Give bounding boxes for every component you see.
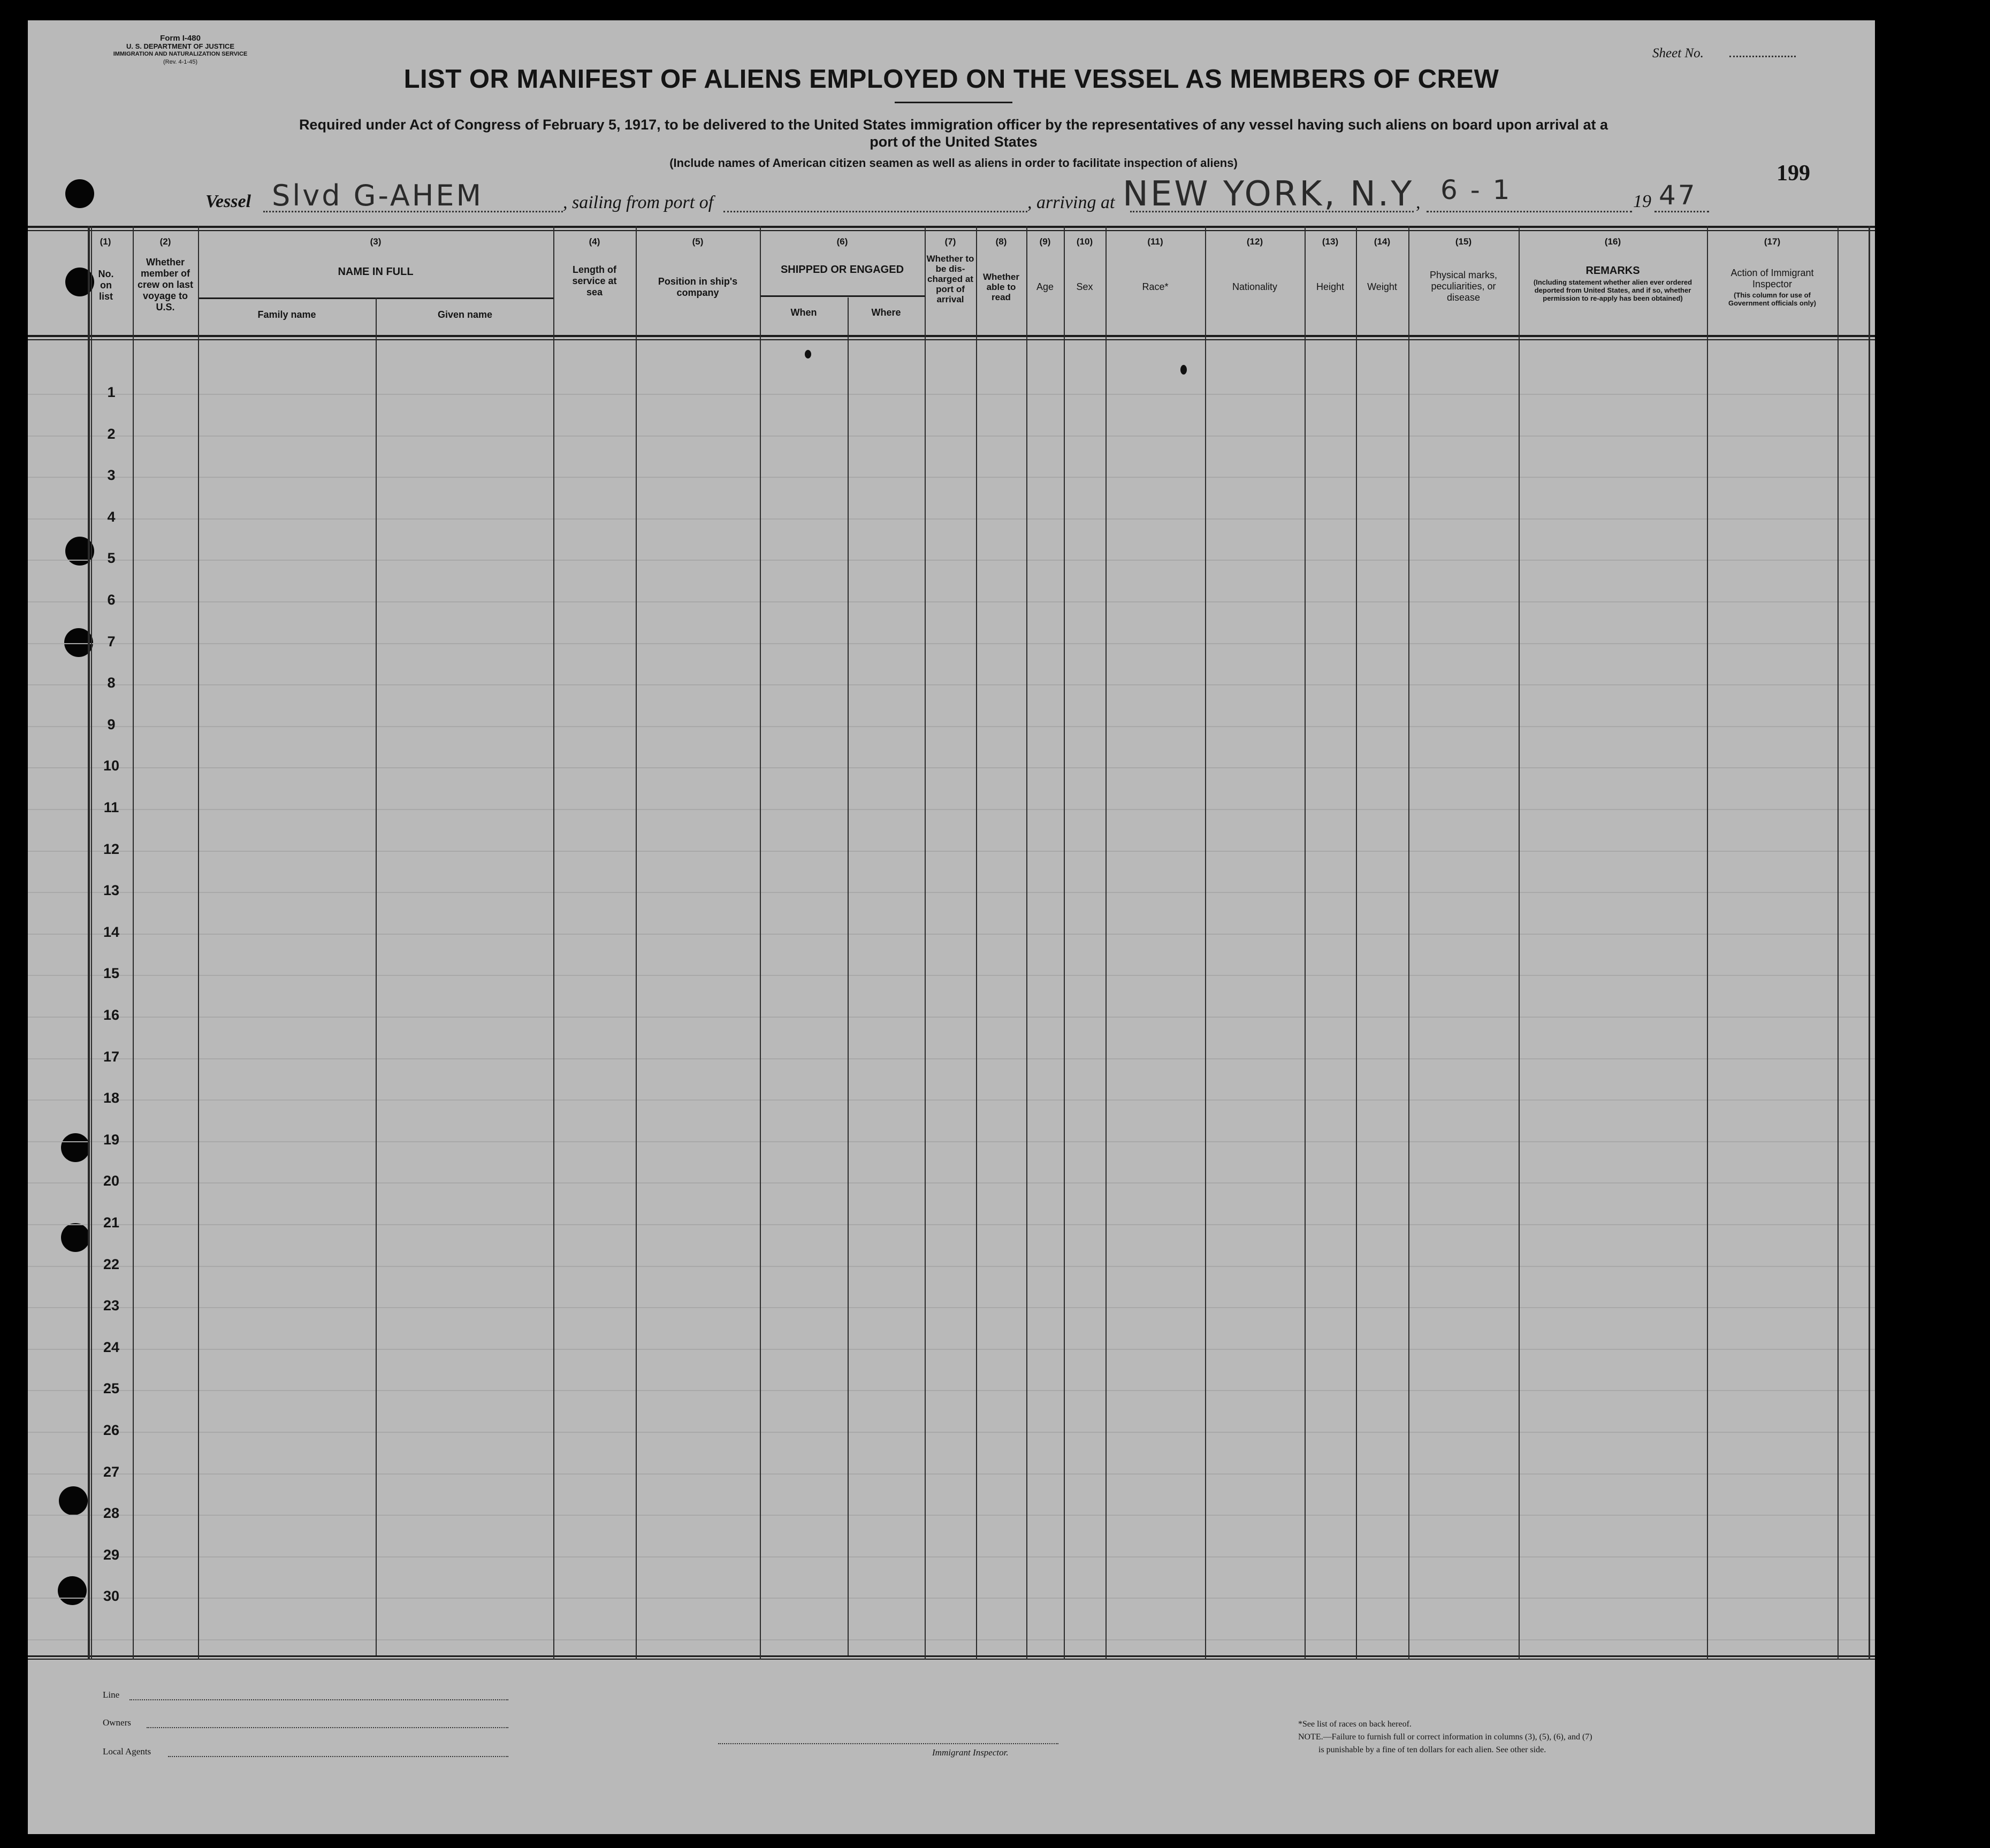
col-13-header: Height bbox=[1316, 281, 1345, 292]
punch-hole bbox=[61, 1223, 90, 1252]
department-name: U. S. DEPARTMENT OF JUSTICE bbox=[126, 42, 234, 50]
title-underline bbox=[895, 102, 1012, 103]
row-number: 27 bbox=[103, 1464, 120, 1480]
ruled-line bbox=[28, 975, 1875, 976]
column-divider bbox=[1519, 226, 1520, 1660]
row-number: 22 bbox=[103, 1256, 120, 1272]
subtitle-line-1: Required under Act of Congress of February 5, 1917, to be delivered to the United States immigration officer by the representatives of any vessel having such aliens on board upon arrival at a bbox=[299, 117, 1608, 133]
row-number: 12 bbox=[103, 841, 120, 857]
ruled-line bbox=[28, 518, 1875, 520]
row-number: 2 bbox=[107, 426, 116, 442]
col-17-detail: (This column for use of Government officials only) bbox=[1728, 291, 1816, 307]
col-9-number: (9) bbox=[1039, 236, 1051, 247]
col-4-number: (4) bbox=[589, 236, 600, 247]
col-3-sub-family: Family name bbox=[257, 309, 316, 320]
ruled-line bbox=[28, 1141, 1875, 1142]
punch-hole bbox=[65, 179, 94, 208]
penalty-note-line-1: NOTE.—Failure to furnish full or correct information in columns (3), (5), (6), and (7) bbox=[1298, 1732, 1592, 1742]
ruled-line bbox=[28, 1224, 1875, 1225]
ruled-line bbox=[28, 1473, 1875, 1475]
date-handwritten: 6 - 1 bbox=[1440, 174, 1512, 205]
ruled-line bbox=[28, 809, 1875, 810]
sheet-number-field[interactable] bbox=[1729, 56, 1796, 57]
ruled-line bbox=[28, 436, 1875, 437]
col-13-number: (13) bbox=[1322, 236, 1339, 247]
arriving-at-label: , arriving at bbox=[1027, 193, 1115, 212]
col-3-header: NAME IN FULL bbox=[338, 266, 414, 278]
table-bottom-border bbox=[28, 1659, 1875, 1660]
date-separator-comma: , bbox=[1416, 193, 1421, 212]
row-number: 8 bbox=[107, 675, 116, 691]
col-15-number: (15) bbox=[1455, 236, 1472, 247]
column-divider bbox=[1356, 226, 1357, 1660]
ink-speck bbox=[1180, 365, 1187, 375]
column-divider bbox=[133, 226, 134, 1660]
row-number: 23 bbox=[103, 1297, 120, 1314]
col-10-header: Sex bbox=[1076, 281, 1093, 292]
footer-line-label: Line bbox=[103, 1690, 120, 1700]
service-name: IMMIGRATION AND NATURALIZATION SERVICE bbox=[113, 51, 248, 57]
ruled-line bbox=[28, 1017, 1875, 1018]
col-12-header: Nationality bbox=[1232, 281, 1278, 292]
penalty-note-line-2: is punishable by a fine of ten dollars for each alien. See other side. bbox=[1318, 1745, 1546, 1754]
footer-agents-label: Local Agents bbox=[103, 1746, 151, 1757]
table-top-border bbox=[28, 226, 1875, 228]
col-8-number: (8) bbox=[995, 236, 1007, 247]
ruled-line bbox=[28, 1182, 1875, 1183]
year-prefix: 19 bbox=[1633, 192, 1651, 211]
col-16-header: REMARKS bbox=[1585, 265, 1640, 277]
sailing-port-field[interactable] bbox=[723, 211, 1027, 212]
ruled-line bbox=[28, 892, 1875, 893]
footer-owners-label: Owners bbox=[103, 1717, 131, 1728]
footer-agents-field[interactable] bbox=[168, 1756, 508, 1757]
ruled-line bbox=[28, 1058, 1875, 1059]
row-number: 13 bbox=[103, 882, 120, 898]
ruled-line bbox=[28, 1432, 1875, 1433]
row-number: 21 bbox=[103, 1215, 120, 1231]
column-divider bbox=[848, 297, 849, 1655]
shipped-subheader-line bbox=[760, 295, 925, 297]
sheet-number-label: Sheet No. bbox=[1652, 46, 1704, 60]
year-handwritten: 47 bbox=[1659, 180, 1697, 211]
race-footnote: *See list of races on back hereof. bbox=[1298, 1720, 1412, 1729]
subtitle-line-2: port of the United States bbox=[870, 134, 1038, 150]
row-number: 15 bbox=[103, 965, 120, 981]
column-divider bbox=[553, 226, 554, 1660]
header-bottom-border bbox=[28, 335, 1875, 337]
row-number: 1 bbox=[107, 384, 116, 400]
column-divider bbox=[976, 226, 977, 1660]
col-3-sub-given: Given name bbox=[437, 309, 493, 320]
col-17-header: Action of Immigrant Inspector bbox=[1730, 268, 1814, 289]
col-5-header: Position in ship's company bbox=[658, 276, 738, 298]
ruled-line bbox=[28, 1099, 1875, 1101]
row-number: 17 bbox=[103, 1049, 120, 1065]
ruled-line bbox=[28, 394, 1875, 395]
inspector-signature-field[interactable] bbox=[718, 1743, 1058, 1744]
footer-line-field[interactable] bbox=[129, 1699, 508, 1700]
ruled-line bbox=[28, 684, 1875, 685]
row-number: 29 bbox=[103, 1547, 120, 1563]
punch-hole bbox=[59, 1486, 88, 1515]
table-bottom-border bbox=[28, 1655, 1875, 1657]
ruled-line bbox=[28, 1515, 1875, 1516]
ruled-line bbox=[28, 1390, 1875, 1391]
subtitle-note: (Include names of American citizen seamen as well as aliens in order to facilitate inspection of aliens) bbox=[669, 156, 1238, 170]
col-16-number: (16) bbox=[1604, 236, 1621, 247]
ruled-line bbox=[28, 1598, 1875, 1599]
row-number: 6 bbox=[107, 592, 116, 608]
row-number: 3 bbox=[107, 467, 116, 483]
column-divider bbox=[1305, 226, 1306, 1660]
row-number: 24 bbox=[103, 1339, 120, 1355]
col-1-header: No. on list bbox=[98, 269, 114, 302]
vessel-name-handwritten: Slvd G-AHEM bbox=[272, 179, 484, 212]
row-number: 19 bbox=[103, 1132, 120, 1148]
inspector-label: Immigrant Inspector. bbox=[932, 1747, 1009, 1758]
col-7-header: Whether to be dis-charged at port of arrival bbox=[926, 254, 974, 304]
row-number: 20 bbox=[103, 1173, 120, 1189]
ruled-line bbox=[28, 934, 1875, 935]
col-15-header: Physical marks, peculiarities, or disease bbox=[1429, 270, 1498, 303]
form-revision: (Rev. 4-1-45) bbox=[163, 59, 197, 65]
column-divider bbox=[636, 226, 637, 1660]
column-divider bbox=[760, 226, 761, 1660]
sailing-from-label: , sailing from port of bbox=[563, 193, 714, 212]
column-divider bbox=[1408, 226, 1409, 1660]
column-divider bbox=[88, 226, 90, 1660]
ruled-line bbox=[28, 767, 1875, 768]
col-7-number: (7) bbox=[944, 236, 956, 247]
arriving-port-handwritten: NEW YORK, N.Y bbox=[1123, 174, 1414, 214]
col-6-header: SHIPPED OR ENGAGED bbox=[780, 264, 904, 276]
ink-speck bbox=[805, 350, 811, 358]
ruled-line bbox=[28, 601, 1875, 602]
ruled-line bbox=[28, 1266, 1875, 1267]
column-divider bbox=[1026, 226, 1027, 1660]
row-number: 11 bbox=[103, 799, 119, 815]
form-number: Form I-480 bbox=[160, 34, 201, 43]
ruled-line bbox=[28, 1307, 1875, 1308]
date-field[interactable] bbox=[1427, 211, 1632, 212]
col-9-header: Age bbox=[1036, 281, 1054, 292]
col-11-header: Race* bbox=[1142, 281, 1169, 292]
table-top-border bbox=[28, 230, 1875, 231]
punch-hole bbox=[58, 1576, 87, 1605]
column-divider bbox=[1105, 226, 1107, 1660]
row-number: 26 bbox=[103, 1422, 120, 1438]
col-14-number: (14) bbox=[1374, 236, 1391, 247]
row-number: 18 bbox=[103, 1090, 120, 1106]
page-number: 199 bbox=[1776, 161, 1810, 186]
form-id-block bbox=[97, 34, 263, 66]
column-divider bbox=[376, 297, 377, 1655]
col-17-number: (17) bbox=[1764, 236, 1781, 247]
footer-owners-field[interactable] bbox=[147, 1727, 508, 1728]
row-number: 30 bbox=[103, 1588, 120, 1604]
column-divider bbox=[1707, 226, 1708, 1660]
column-divider bbox=[1837, 226, 1839, 1660]
col-8-header: Whether able to read bbox=[983, 272, 1019, 302]
ruled-line bbox=[28, 851, 1875, 852]
col-6-number: (6) bbox=[836, 236, 848, 247]
column-divider bbox=[198, 226, 199, 1660]
row-number: 4 bbox=[107, 509, 116, 525]
ruled-line bbox=[28, 477, 1875, 478]
row-number: 9 bbox=[107, 716, 116, 732]
header-bottom-border bbox=[28, 339, 1875, 340]
col-6-sub-when: When bbox=[790, 307, 817, 318]
col-2-number: (2) bbox=[159, 236, 171, 247]
ruled-line bbox=[28, 643, 1875, 644]
col-4-header: Length of service at sea bbox=[572, 264, 617, 297]
row-number: 25 bbox=[103, 1380, 120, 1396]
year-field[interactable] bbox=[1654, 211, 1709, 212]
col-6-sub-where: Where bbox=[871, 307, 901, 318]
row-number: 16 bbox=[103, 1007, 120, 1023]
row-number: 7 bbox=[107, 633, 116, 650]
ruled-line bbox=[28, 1556, 1875, 1557]
col-11-number: (11) bbox=[1147, 236, 1163, 247]
col-1-number: (1) bbox=[100, 236, 111, 247]
column-divider bbox=[1064, 226, 1065, 1660]
punch-hole bbox=[61, 1133, 90, 1162]
vessel-label: Vessel bbox=[205, 192, 251, 211]
ruled-line bbox=[28, 1639, 1875, 1640]
row-number: 10 bbox=[103, 758, 120, 774]
ruled-line bbox=[28, 1349, 1875, 1350]
manifest-sheet bbox=[28, 20, 1875, 1834]
row-number: 5 bbox=[107, 550, 116, 566]
column-divider bbox=[925, 226, 926, 1660]
col-10-number: (10) bbox=[1076, 236, 1093, 247]
col-5-number: (5) bbox=[692, 236, 704, 247]
col-16-detail: (Including statement whether alien ever ordered deported from United States, and if so, whether permission to re-apply has been obtained) bbox=[1533, 278, 1692, 302]
ruled-line bbox=[28, 726, 1875, 727]
col-3-number: (3) bbox=[370, 236, 382, 247]
page-title: LIST OR MANIFEST OF ALIENS EMPLOYED ON THE VESSEL AS MEMBERS OF CREW bbox=[403, 65, 1499, 94]
column-divider bbox=[1869, 226, 1870, 1660]
col-2-header: Whether member of crew on last voyage to U.S. bbox=[137, 257, 194, 312]
row-number: 14 bbox=[103, 924, 120, 940]
row-number: 28 bbox=[103, 1505, 120, 1521]
ruled-line bbox=[28, 560, 1875, 561]
col-12-number: (12) bbox=[1246, 236, 1263, 247]
column-divider bbox=[1205, 226, 1206, 1660]
col-14-header: Weight bbox=[1367, 281, 1397, 292]
